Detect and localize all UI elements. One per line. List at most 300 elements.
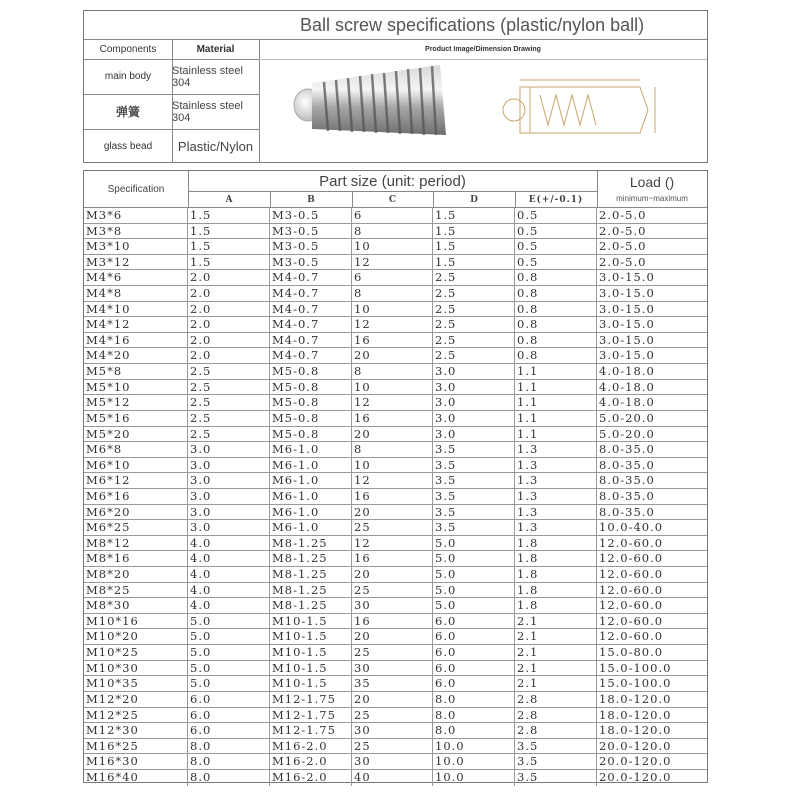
column-header-b: B: [307, 194, 315, 205]
cell-c: 30: [352, 723, 433, 738]
cell-load: 5.0-20.0: [599, 426, 655, 441]
cell-d: 5.0: [433, 551, 515, 566]
cell-e: 2.1: [515, 645, 597, 660]
cell-a: 5.0: [188, 629, 270, 644]
specification-rows: [84, 208, 707, 786]
cell-load: 18.0-120.0: [599, 723, 672, 738]
cell-load: 3.0-15.0: [599, 332, 655, 347]
cell-d: 5.0: [433, 536, 515, 551]
cell-spec: M5*20: [84, 427, 188, 442]
cell-c: 12: [352, 395, 433, 410]
cell-load: 3.0-15.0: [599, 286, 655, 301]
component-glass-bead: glass bead: [103, 140, 153, 152]
cell-e: 1.1: [515, 364, 597, 379]
cell-a: 3.0: [188, 505, 270, 520]
cell-b: M5-0.8: [270, 395, 352, 410]
cell-spec: M4*16: [84, 333, 188, 348]
table-row: [84, 208, 707, 224]
cell-a: 1.5: [188, 255, 270, 270]
cell-c: 16: [352, 489, 433, 504]
cell-d: 3.0: [433, 395, 515, 410]
cell-c: 20: [352, 505, 433, 520]
cell-d: 2.5: [433, 333, 515, 348]
cell-b: M4-0.7: [270, 317, 352, 332]
cell-c: 25: [352, 645, 433, 660]
cell-d: 8.0: [433, 692, 515, 707]
cell-spec: M3*6: [84, 208, 188, 223]
cell-load: 8.0-35.0: [599, 504, 655, 519]
cell-a: 2.5: [188, 427, 270, 442]
table-row: [84, 224, 707, 240]
table-row: [84, 317, 707, 333]
table-row: [84, 723, 707, 739]
cell-load: 12.0-60.0: [599, 535, 664, 550]
material-header: Material: [196, 44, 235, 55]
cell-e: 0.5: [515, 255, 597, 270]
cell-load: 10.0-40.0: [599, 520, 664, 535]
cell-c: 16: [352, 551, 433, 566]
cell-c: 35: [352, 676, 433, 691]
cell-spec: M8*20: [84, 567, 188, 582]
cell-e: 2.1: [515, 661, 597, 676]
cell-a: 5.0: [188, 614, 270, 629]
cell-b: M10-1.5: [270, 629, 352, 644]
cell-load: 8.0-35.0: [599, 473, 655, 488]
cell-load: 20.0-120.0: [599, 754, 672, 769]
cell-e: 0.8: [515, 270, 597, 285]
cell-b: M4-0.7: [270, 302, 352, 317]
cell-b: M3-0.5: [270, 255, 352, 270]
cell-load: 15.0-100.0: [599, 660, 672, 675]
cell-e: 0.5: [515, 208, 597, 223]
cell-a: 5.0: [188, 661, 270, 676]
cell-b: M6-1.0: [270, 505, 352, 520]
table-row: [84, 239, 707, 255]
cell-c: 12: [352, 255, 433, 270]
cell-spec: M16*30: [84, 754, 188, 769]
cell-c: 12: [352, 473, 433, 488]
cell-c: 30: [352, 754, 433, 769]
cell-c: 25: [352, 520, 433, 535]
cell-load: 2.0-5.0: [599, 208, 647, 222]
cell-a: 5.0: [188, 645, 270, 660]
cell-spec: M6*20: [84, 505, 188, 520]
cell-c: 20: [352, 427, 433, 442]
cell-a: 3.0: [188, 458, 270, 473]
cell-load: 4.0-18.0: [599, 395, 655, 410]
table-row: [84, 348, 707, 364]
cell-b: M3-0.5: [270, 239, 352, 254]
cell-c: 16: [352, 333, 433, 348]
cell-spec: M5*12: [84, 395, 188, 410]
cell-spec: M3*12: [84, 255, 188, 270]
cell-spec: M12*25: [84, 708, 188, 723]
cell-load: 5.0-20.0: [599, 410, 655, 425]
load-subheader: minimum~maximum: [616, 193, 688, 203]
cell-a: 2.0: [188, 333, 270, 348]
cell-d: 10.0: [433, 770, 515, 786]
cell-a: 3.0: [188, 442, 270, 457]
cell-b: M8-1.25: [270, 598, 352, 613]
cell-d: 3.5: [433, 489, 515, 504]
cell-spec: M8*25: [84, 583, 188, 598]
cell-c: 16: [352, 411, 433, 426]
cell-d: 6.0: [433, 676, 515, 691]
cell-d: 6.0: [433, 629, 515, 644]
cell-c: 8: [352, 364, 433, 379]
cell-spec: M16*40: [84, 770, 188, 786]
cell-d: 1.5: [433, 224, 515, 239]
cell-a: 2.0: [188, 317, 270, 332]
cell-spec: M8*12: [84, 536, 188, 551]
cell-c: 8: [352, 224, 433, 239]
dimension-drawing: [490, 75, 665, 145]
cell-b: M4-0.7: [270, 286, 352, 301]
cell-c: 12: [352, 317, 433, 332]
cell-b: M6-1.0: [270, 489, 352, 504]
cell-d: 5.0: [433, 583, 515, 598]
cell-spec: M3*8: [84, 224, 188, 239]
table-row: [84, 458, 707, 474]
cell-load: 2.0-5.0: [599, 254, 647, 269]
cell-e: 1.3: [515, 442, 597, 457]
cell-b: M12-1.75: [270, 723, 352, 738]
cell-spec: M5*16: [84, 411, 188, 426]
table-row: [84, 427, 707, 443]
cell-load: 4.0-18.0: [599, 364, 655, 379]
cell-load: 2.0-5.0: [599, 223, 647, 238]
cell-b: M6-1.0: [270, 473, 352, 488]
cell-d: 10.0: [433, 754, 515, 769]
cell-load: 12.0-60.0: [599, 613, 664, 628]
cell-spec: M5*8: [84, 364, 188, 379]
cell-e: 1.1: [515, 380, 597, 395]
material-glass-bead: Plastic/Nylon: [177, 138, 254, 154]
cell-c: 10: [352, 458, 433, 473]
cell-a: 8.0: [188, 770, 270, 786]
material-spring: Stainless steel 304: [172, 99, 243, 124]
cell-load: 12.0-60.0: [599, 582, 664, 597]
cell-b: M6-1.0: [270, 442, 352, 457]
cell-d: 3.0: [433, 364, 515, 379]
cell-d: 2.5: [433, 302, 515, 317]
table-row: [84, 364, 707, 380]
table-row: [84, 255, 707, 271]
material-main-body: Stainless steel 304: [172, 64, 243, 89]
cell-spec: M12*20: [84, 692, 188, 707]
cell-b: M10-1.5: [270, 645, 352, 660]
cell-c: 30: [352, 598, 433, 613]
table-row: [84, 442, 707, 458]
cell-d: 1.5: [433, 208, 515, 223]
cell-e: 1.8: [515, 583, 597, 598]
cell-load: 12.0-60.0: [599, 629, 664, 644]
cell-b: M6-1.0: [270, 458, 352, 473]
cell-d: 1.5: [433, 255, 515, 270]
cell-b: M8-1.25: [270, 551, 352, 566]
table-row: [84, 270, 707, 286]
cell-load: 8.0-35.0: [599, 488, 655, 503]
cell-d: 3.5: [433, 473, 515, 488]
cell-load: 12.0-60.0: [599, 551, 664, 566]
cell-c: 10: [352, 302, 433, 317]
ball-screw-product-image: [282, 55, 457, 153]
cell-d: 6.0: [433, 645, 515, 660]
cell-a: 3.0: [188, 520, 270, 535]
cell-load: 3.0-15.0: [599, 348, 655, 363]
cell-d: 5.0: [433, 567, 515, 582]
cell-a: 6.0: [188, 692, 270, 707]
cell-load: 2.0-5.0: [599, 239, 647, 254]
cell-b: M16-2.0: [270, 739, 352, 754]
cell-a: 2.0: [188, 286, 270, 301]
cell-c: 20: [352, 348, 433, 363]
cell-d: 3.0: [433, 411, 515, 426]
table-row: [84, 473, 707, 489]
cell-b: M4-0.7: [270, 348, 352, 363]
cell-e: 2.8: [515, 692, 597, 707]
table-row: [84, 692, 707, 708]
cell-c: 25: [352, 708, 433, 723]
cell-e: 2.8: [515, 708, 597, 723]
cell-b: M4-0.7: [270, 333, 352, 348]
cell-load: 12.0-60.0: [599, 567, 664, 582]
cell-e: 3.5: [515, 754, 597, 769]
cell-a: 3.0: [188, 489, 270, 504]
cell-e: 0.8: [515, 348, 597, 363]
cell-b: M10-1.5: [270, 676, 352, 691]
cell-load: 18.0-120.0: [599, 707, 672, 722]
cell-spec: M6*8: [84, 442, 188, 457]
table-row: [84, 411, 707, 427]
cell-spec: M6*12: [84, 473, 188, 488]
cell-c: 20: [352, 629, 433, 644]
cell-c: 10: [352, 239, 433, 254]
cell-a: 4.0: [188, 536, 270, 551]
cell-load: 15.0-100.0: [599, 676, 672, 691]
table-row: [84, 676, 707, 692]
cell-e: 0.8: [515, 333, 597, 348]
table-row: [84, 380, 707, 396]
cell-e: 2.1: [515, 629, 597, 644]
cell-e: 2.1: [515, 614, 597, 629]
cell-e: 2.1: [515, 676, 597, 691]
cell-c: 10: [352, 380, 433, 395]
cell-e: 0.8: [515, 286, 597, 301]
cell-b: M8-1.25: [270, 567, 352, 582]
specification-table: [83, 170, 708, 783]
table-row: [84, 286, 707, 302]
cell-load: 8.0-35.0: [599, 457, 655, 472]
cell-b: M3-0.5: [270, 208, 352, 223]
cell-e: 1.3: [515, 505, 597, 520]
cell-c: 25: [352, 583, 433, 598]
column-header-c: C: [388, 194, 397, 205]
cell-d: 3.0: [433, 427, 515, 442]
cell-d: 6.0: [433, 661, 515, 676]
table-row: [84, 754, 707, 770]
cell-spec: M6*16: [84, 489, 188, 504]
cell-e: 1.8: [515, 536, 597, 551]
cell-a: 2.0: [188, 348, 270, 363]
cell-e: 1.8: [515, 567, 597, 582]
cell-spec: M4*10: [84, 302, 188, 317]
cell-b: M12-1.75: [270, 708, 352, 723]
cell-d: 8.0: [433, 708, 515, 723]
cell-c: 25: [352, 739, 433, 754]
cell-a: 1.5: [188, 224, 270, 239]
cell-b: M16-2.0: [270, 770, 352, 786]
part-size-header: Part size (unit: period): [319, 172, 466, 190]
cell-a: 4.0: [188, 567, 270, 582]
cell-spec: M4*12: [84, 317, 188, 332]
cell-e: 2.8: [515, 723, 597, 738]
cell-e: 1.3: [515, 489, 597, 504]
cell-e: 1.3: [515, 520, 597, 535]
cell-c: 20: [352, 692, 433, 707]
cell-a: 1.5: [188, 208, 270, 223]
cell-a: 2.0: [188, 270, 270, 285]
cell-d: 3.5: [433, 458, 515, 473]
cell-e: 0.5: [515, 239, 597, 254]
cell-e: 1.3: [515, 458, 597, 473]
cell-e: 1.8: [515, 551, 597, 566]
table-row: [84, 520, 707, 536]
cell-a: 4.0: [188, 551, 270, 566]
cell-c: 6: [352, 208, 433, 223]
cell-d: 5.0: [433, 598, 515, 613]
cell-c: 20: [352, 567, 433, 582]
cell-a: 4.0: [188, 598, 270, 613]
cell-d: 1.5: [433, 239, 515, 254]
cell-a: 2.5: [188, 395, 270, 410]
cell-e: 1.1: [515, 395, 597, 410]
cell-d: 3.0: [433, 380, 515, 395]
cell-spec: M6*10: [84, 458, 188, 473]
table-row: [84, 598, 707, 614]
cell-load: 3.0-15.0: [599, 270, 655, 285]
component-spring: 弹簧: [115, 105, 140, 119]
cell-c: 8: [352, 442, 433, 457]
table-row: [84, 333, 707, 349]
table-row: [84, 661, 707, 677]
cell-load: 18.0-120.0: [599, 691, 672, 706]
cell-load: 3.0-15.0: [599, 301, 655, 316]
cell-load: 12.0-60.0: [599, 598, 664, 613]
cell-b: M8-1.25: [270, 583, 352, 598]
cell-d: 2.5: [433, 270, 515, 285]
cell-b: M4-0.7: [270, 270, 352, 285]
table-row: [84, 739, 707, 755]
cell-spec: M10*35: [84, 676, 188, 691]
cell-spec: M10*30: [84, 661, 188, 676]
cell-a: 2.5: [188, 364, 270, 379]
table-row: [84, 708, 707, 724]
cell-e: 0.5: [515, 224, 597, 239]
column-header-a: A: [225, 194, 233, 205]
cell-b: M10-1.5: [270, 614, 352, 629]
cell-spec: M6*25: [84, 520, 188, 535]
cell-spec: M3*10: [84, 239, 188, 254]
table-row: [84, 551, 707, 567]
cell-c: 30: [352, 661, 433, 676]
cell-spec: M10*25: [84, 645, 188, 660]
image-header: Product Image/Dimension Drawing: [425, 46, 541, 53]
cell-load: 8.0-35.0: [599, 442, 655, 457]
column-header-e: E(+/-0.1): [528, 194, 584, 205]
cell-load: 3.0-15.0: [599, 317, 655, 332]
cell-d: 3.5: [433, 505, 515, 520]
cell-b: M5-0.8: [270, 364, 352, 379]
cell-d: 2.5: [433, 286, 515, 301]
cell-load: 4.0-18.0: [599, 379, 655, 394]
cell-spec: M4*20: [84, 348, 188, 363]
cell-b: M5-0.8: [270, 411, 352, 426]
table-row: [84, 395, 707, 411]
cell-a: 1.5: [188, 239, 270, 254]
table-row: [84, 536, 707, 552]
specification-header: Specification: [107, 184, 165, 195]
cell-c: 16: [352, 614, 433, 629]
cell-spec: M5*10: [84, 380, 188, 395]
table-row: [84, 614, 707, 630]
cell-b: M8-1.25: [270, 536, 352, 551]
table-row: [84, 489, 707, 505]
cell-spec: M4*6: [84, 270, 188, 285]
cell-b: M6-1.0: [270, 520, 352, 535]
cell-e: 3.5: [515, 739, 597, 754]
cell-a: 4.0: [188, 583, 270, 598]
cell-spec: M4*8: [84, 286, 188, 301]
cell-a: 5.0: [188, 676, 270, 691]
cell-d: 2.5: [433, 348, 515, 363]
column-header-d: D: [470, 194, 478, 205]
cell-d: 10.0: [433, 739, 515, 754]
cell-c: 6: [352, 270, 433, 285]
cell-spec: M10*16: [84, 614, 188, 629]
table-row: [84, 505, 707, 521]
cell-load: 15.0-80.0: [599, 645, 664, 660]
cell-e: 1.1: [515, 427, 597, 442]
cell-d: 3.5: [433, 520, 515, 535]
cell-a: 8.0: [188, 754, 270, 769]
cell-spec: M16*25: [84, 739, 188, 754]
cell-e: 1.8: [515, 598, 597, 613]
cell-load: 20.0-120.0: [599, 769, 672, 784]
cell-d: 8.0: [433, 723, 515, 738]
cell-d: 2.5: [433, 317, 515, 332]
cell-a: 8.0: [188, 739, 270, 754]
components-header: Components: [99, 44, 157, 55]
cell-b: M5-0.8: [270, 380, 352, 395]
cell-e: 0.8: [515, 302, 597, 317]
cell-spec: M10*20: [84, 629, 188, 644]
cell-b: M5-0.8: [270, 427, 352, 442]
component-main-body: main body: [104, 71, 152, 82]
cell-spec: M8*16: [84, 551, 188, 566]
cell-b: M10-1.5: [270, 661, 352, 676]
table-row: [84, 302, 707, 318]
cell-d: 6.0: [433, 614, 515, 629]
table-row: [84, 770, 707, 786]
cell-c: 40: [352, 770, 433, 786]
cell-e: 1.1: [515, 411, 597, 426]
cell-c: 8: [352, 286, 433, 301]
cell-a: 3.0: [188, 473, 270, 488]
cell-spec: M8*30: [84, 598, 188, 613]
cell-e: 0.8: [515, 317, 597, 332]
cell-a: 6.0: [188, 708, 270, 723]
